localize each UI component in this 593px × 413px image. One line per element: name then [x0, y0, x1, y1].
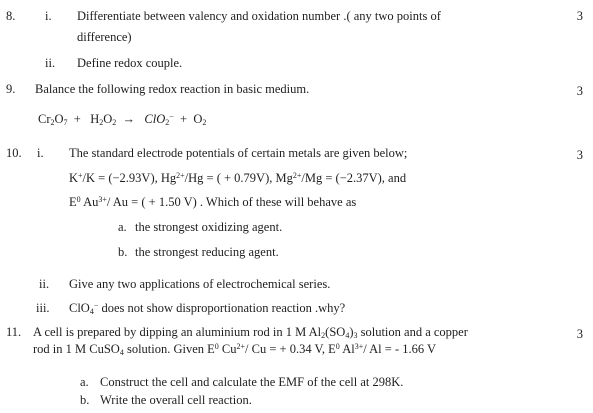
question-text: A cell is prepared by dipping an aluminium rod in 1 M $Al_2(SO_4)_3$ solution and a copper: [33, 325, 468, 340]
electrode-potentials-cont: $E^0$ $Au^{3+}/$ Au = ( + 1.50 V) . Which of these will behave as: [69, 195, 357, 209]
subpart-label: ii.: [45, 56, 56, 70]
option-text: the strongest oxidizing agent.: [135, 220, 283, 234]
question-number: 9.: [6, 82, 16, 96]
option-label: a.: [80, 375, 89, 389]
redox-equation: $Cr_2O_7$ + $H_2O_2$ → $ClO_2^- + O_2$: [38, 112, 207, 127]
question-text: Give any two applications of electrochemical series.: [69, 277, 331, 291]
subpart-label: i.: [45, 9, 52, 23]
marks: 3: [576, 148, 583, 162]
question-text: ClO$_4$− does not show disproportionation reaction .why?: [69, 301, 346, 316]
marks: 3: [576, 84, 583, 98]
option-text: Construct the cell and calculate the EMF of the cell at 298K.: [100, 375, 404, 389]
option-text: Write the overall cell reaction.: [100, 393, 252, 407]
option-label: a.: [118, 220, 127, 234]
question-text: difference): [77, 30, 132, 44]
marks: 3: [576, 9, 583, 23]
option-label: b.: [80, 393, 90, 407]
question-number: 8.: [6, 9, 16, 23]
question-text: Differentiate between valency and oxidation number .( any two points of: [77, 9, 441, 23]
electrode-potentials: K+/K = (−2.93V), $Hg^{2+}/Hg$ = ( + 0.79V), $Mg^{2+}/Mg = (-2.37V)$, and: [69, 171, 407, 185]
marks: 3: [576, 327, 583, 341]
question-text: rod in 1 M CuSO$_4$ solution. Given $E^0$ $Cu^{2+}/$ Cu = + 0.34 V, $E^0$ $Al^{3+}/$ Al = - 1.66 V: [33, 342, 437, 357]
question-number: 10.: [6, 146, 22, 160]
question-text: Balance the following redox reaction in basic medium.: [35, 82, 310, 96]
subpart-label: i.: [37, 146, 44, 160]
question-number: 11.: [6, 325, 22, 339]
question-text: Define redox couple.: [77, 56, 183, 70]
option-text: the strongest reducing agent.: [135, 245, 279, 259]
question-text: The standard electrode potentials of certain metals are given below;: [69, 146, 408, 160]
subpart-label: iii.: [36, 301, 50, 315]
subpart-label: ii.: [39, 277, 50, 291]
option-label: b.: [118, 245, 128, 259]
